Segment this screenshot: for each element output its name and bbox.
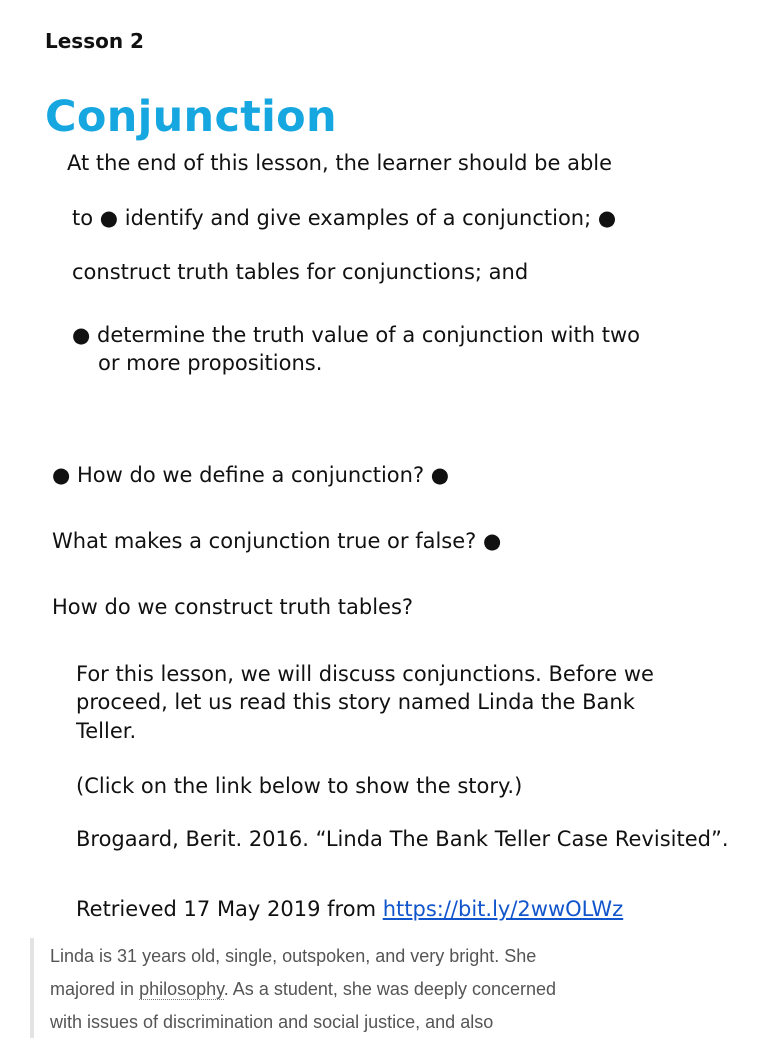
- retrieved-text: Retrieved 17 May 2019 from: [76, 897, 377, 921]
- page-title: Conjunction: [45, 92, 337, 142]
- story-excerpt: [30, 938, 768, 1038]
- citation-retrieved: [76, 895, 623, 923]
- story-line-3: with issues of discrimination and social justice, and also: [50, 1012, 494, 1032]
- question-3: How do we construct truth tables?: [52, 595, 414, 619]
- objective-line-4: ● determine the truth value of a conjunction with two: [72, 323, 640, 347]
- story-line-2: [50, 979, 556, 1000]
- story-line-2-prefix: majored in: [50, 979, 135, 999]
- objective-line-5: or more propositions.: [98, 351, 323, 375]
- objective-line-3: construct truth tables for conjunctions; and: [72, 260, 529, 284]
- objective-line-2: to ● identify and give examples of a conjunction; ●: [72, 206, 617, 230]
- question-2: What makes a conjunction true or false? ●: [52, 529, 502, 553]
- click-note: (Click on the link below to show the story.): [76, 774, 523, 798]
- philosophy-term[interactable]: philosophy: [139, 979, 224, 999]
- citation-reference: Brogaard, Berit. 2016. “Linda The Bank Teller Case Revisited”.: [76, 827, 729, 851]
- story-line-2-suffix: . As a student, she was deeply concerned: [223, 979, 557, 999]
- lesson-label: Lesson 2: [45, 29, 144, 53]
- intro-line-2: proceed, let us read this story named Linda the Bank: [76, 690, 635, 714]
- objective-line-1: At the end of this lesson, the learner should be able: [67, 151, 613, 175]
- intro-line-1: For this lesson, we will discuss conjunctions. Before we: [76, 662, 654, 686]
- question-1: ● How do we define a conjunction? ●: [52, 463, 450, 487]
- intro-line-3: Teller.: [76, 719, 137, 743]
- story-link[interactable]: https://bit.ly/2wwOLWz: [382, 897, 624, 921]
- story-line-1: Linda is 31 years old, single, outspoken, and very bright. She: [50, 946, 537, 966]
